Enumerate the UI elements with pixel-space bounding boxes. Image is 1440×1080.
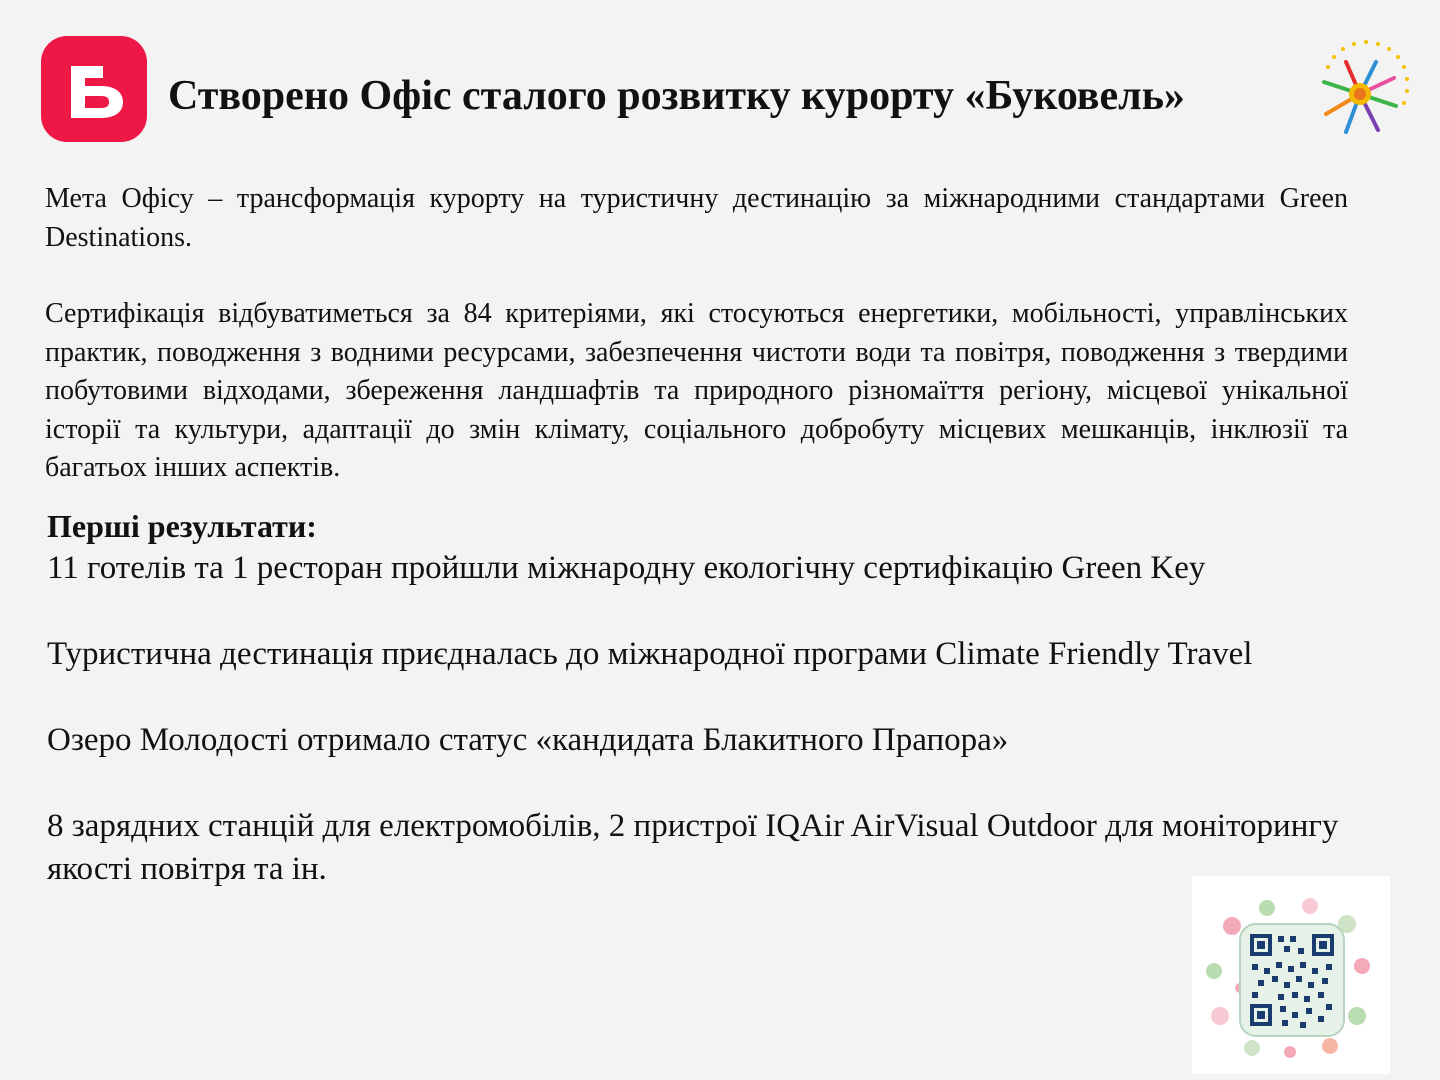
edelweiss-emblem-icon xyxy=(1316,34,1416,140)
qr-code-card[interactable] xyxy=(1192,876,1390,1074)
results-heading: Перші результати: xyxy=(47,508,317,544)
results-section xyxy=(47,505,1377,934)
bukovel-logo-icon xyxy=(41,36,147,142)
result-item-climate-friendly: Туристична дестинація приєдналась до міжнародної програми Climate Friendly Travel xyxy=(47,636,1253,672)
certification-paragraph: Сертифікація відбуватиметься за 84 критеріями, які стосуються енергетики, мобільності, управлінських практик, поводження з водними ресурсами, забезпечення чистоти води та повітря, поводження з твердими побутовими відходами, збереження ландшафтів та природного різномаїття регіону, місцевої унікальної історії та культури, адаптації до змін клімату, соціального добробуту місцевих мешканців, інклюзії та багатьох інших аспектів. xyxy=(45,298,1348,483)
result-item-blue-flag: Озеро Молодості отримало статус «кандидата Блакитного Прапора» xyxy=(47,722,1009,758)
page-title: Створено Офіс сталого розвитку курорту «Буковель» xyxy=(168,73,1185,119)
result-item-charging-stations: 8 зарядних станцій для електромобілів, 2 пристрої IQAir AirVisual Outdoor для моніторингу якості повітря та ін. xyxy=(47,808,1339,887)
goal-paragraph: Мета Офісу – трансформація курорту на туристичну дестинацію за міжнародними стандартами Green Destinations. xyxy=(45,183,1348,253)
result-item-green-key: 11 готелів та 1 ресторан пройшли міжнародну екологічну сертифікацію Green Key xyxy=(47,550,1206,586)
qr-code-icon xyxy=(1192,876,1390,1074)
